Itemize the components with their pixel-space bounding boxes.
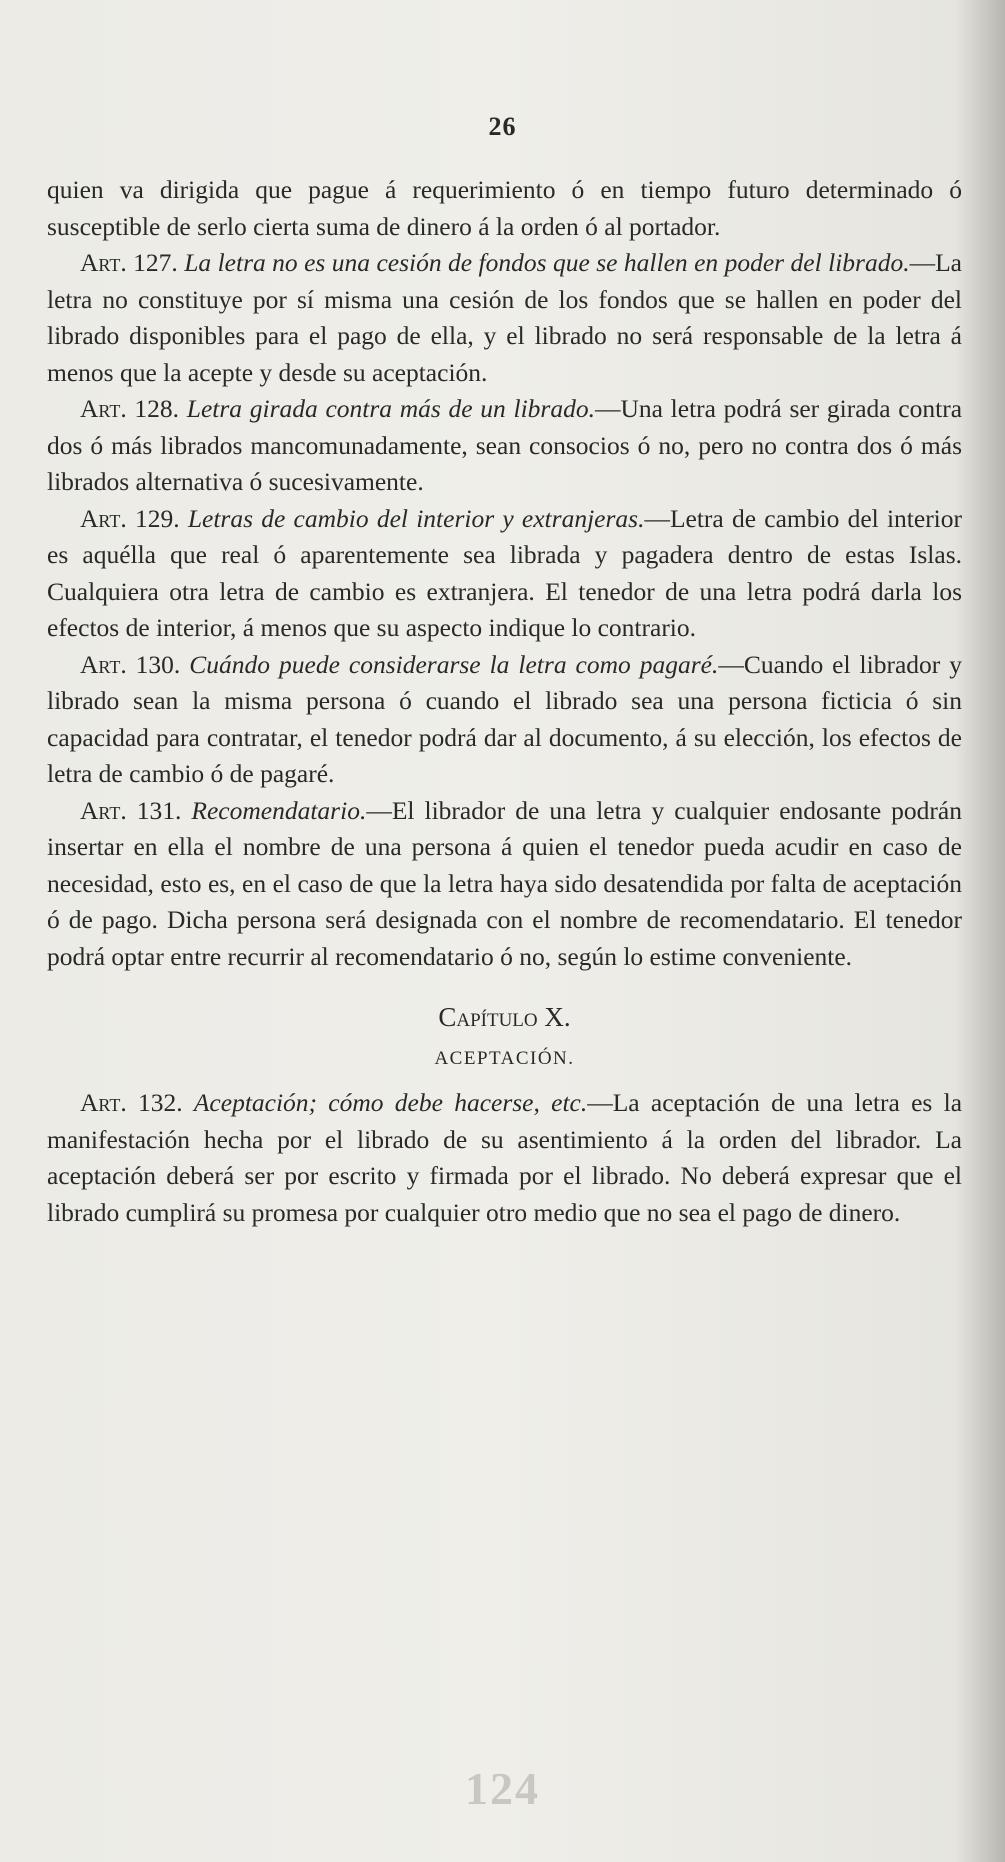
article-title: La letra no es una cesión de fondos que se hallen en poder del librado. [184,248,910,277]
article-130 [47,647,962,793]
article-body: —Letra de cambio del interior es aquélla que real ó aparentemente sea librada y pagadera dentro de estas Islas. Cualquiera otra letra de cambio es extranjera. El tenedor de una letra podrá darla los efectos de interior, á menos que su aspecto indique lo contrario. [47,503,963,642]
page-number: 26 [488,112,517,141]
intro-paragraph: quien va dirigida que pague á requerimiento ó en tiempo futuro determinado ó susceptible de serlo cierta suma de dinero á la orden ó al portador. [47,175,962,241]
article-132 [47,1085,962,1231]
page-stamp: 124 [465,1763,540,1814]
article-131 [47,793,962,976]
article-title: Letras de cambio del interior y extranjeras. [187,503,645,533]
page-body [47,172,962,1231]
article-127 [47,245,962,391]
article-title: Cuándo puede considerarse la letra como pagaré. [189,649,719,679]
article-label: Art. 131. [80,795,182,825]
article-label: Art. 132. [80,1088,183,1117]
article-title: Recomendatario. [191,795,367,825]
article-body: —El librador de una letra y cualquier endosante podrán insertar en ella el nombre de una persona á quien el tenedor pueda acudir en caso de necesidad, esto es, en el caso de que la letra haya sido desatendida por falta de aceptación ó de pago. Dicha persona será designada con el nombre de recomendatario. El tenedor podrá optar entre recurrir al recomendatario ó no, según lo estime conveniente. [47,795,962,971]
article-body: —Cuando el librador y librado sean la misma persona ó cuando el librado sea una persona ficticia ó sin capacidad para contratar, el tenedor podrá dar al documento, á su elección, los efectos de letra de cambio ó de pagaré. [47,649,962,788]
article-title: Letra girada contra más de un librado. [186,394,595,423]
article-label: Art. 128. [80,394,180,423]
article-body: —La aceptación de una letra es la manifestación hecha por el librado de su asentimiento á la orden del librador. La aceptación deberá ser por escrito y firmada por el librado. No deberá expresar que el librado cumplirá su promesa por cualquier otro medio que no sea el pago de dinero. [47,1088,963,1227]
article-body: —Una letra podrá ser girada contra dos ó más librados mancomunadamente, sean consocios ó no, pero no contra dos ó más librados alternativa ó sucesivamente. [47,394,963,496]
article-129 [47,501,962,647]
article-label: Art. 127. [80,248,178,277]
article-label: Art. 129. [80,503,180,533]
section-heading: ACEPTACIÓN. [434,1048,575,1069]
article-label: Art. 130. [80,649,181,679]
article-128 [47,391,962,501]
article-body: —La letra no constituye por sí misma una cesión de los fondos que se hallen en poder del librado disponibles para el pago de ella, y el librado no será responsable de la letra á menos que la acepte y desde su aceptación. [47,248,962,387]
chapter-heading: Capítulo X. [438,1002,571,1032]
article-title: Aceptación; cómo debe hacerse, etc. [193,1088,588,1117]
